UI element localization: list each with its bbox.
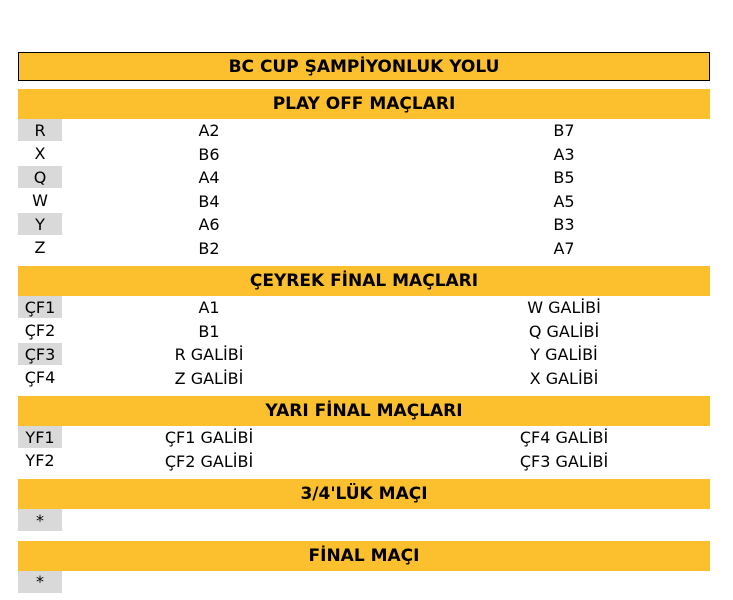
semifinal-row	[18, 450, 710, 474]
spacer	[18, 81, 710, 89]
home-team: A4	[198, 168, 220, 188]
away-team: A5	[553, 191, 575, 211]
home-team: B1	[198, 321, 220, 341]
playoff-row	[18, 143, 710, 167]
sheet-title: BC CUP ŞAMPİYONLUK YOLU	[18, 52, 710, 81]
away-team: B3	[553, 215, 575, 235]
match-code: YF1	[18, 426, 62, 448]
match-code: YF2	[25, 451, 55, 470]
match-code: Q	[18, 166, 62, 188]
playoff-row	[18, 119, 710, 143]
away-team: W GALİBİ	[527, 298, 601, 318]
match-code: Z	[34, 238, 46, 257]
home-team: B4	[198, 191, 220, 211]
final-header: FİNAL MAÇI	[18, 541, 710, 571]
away-team: ÇF4 GALİBİ	[519, 428, 609, 448]
away-team: Q GALİBİ	[528, 321, 600, 341]
away-team: B7	[553, 121, 575, 141]
playoff-row	[18, 237, 710, 261]
quarterfinal-row	[18, 320, 710, 344]
match-code: ÇF3	[18, 343, 62, 365]
third-place-row	[18, 509, 710, 533]
quarterfinal-header: ÇEYREK FİNAL MAÇLARI	[18, 266, 710, 296]
playoff-row	[18, 166, 710, 190]
away-team: B5	[553, 168, 575, 188]
home-team: R GALİBİ	[174, 345, 244, 365]
semifinal-header: YARI FİNAL MAÇLARI	[18, 396, 710, 426]
third-place-header: 3/4'LÜK MAÇI	[18, 479, 710, 509]
quarterfinal-row	[18, 343, 710, 367]
match-code: X	[34, 144, 46, 163]
match-code: ÇF1	[18, 296, 62, 318]
away-team: ÇF3 GALİBİ	[519, 451, 609, 471]
home-team: B2	[198, 238, 220, 258]
match-code: *	[18, 571, 62, 593]
quarterfinal-row	[18, 296, 710, 320]
home-team: B6	[198, 144, 220, 164]
spacer	[18, 533, 710, 541]
home-team: A1	[198, 298, 220, 318]
playoff-row	[18, 213, 710, 237]
away-team: X GALİBİ	[529, 368, 599, 388]
match-code: ÇF2	[24, 321, 56, 340]
match-code: R	[18, 119, 62, 141]
away-team: A7	[553, 238, 575, 258]
home-team: ÇF2 GALİBİ	[164, 451, 254, 471]
match-code: W	[32, 191, 48, 210]
match-code: Y	[18, 213, 62, 235]
home-team: ÇF1 GALİBİ	[164, 428, 254, 448]
playoff-row	[18, 190, 710, 214]
bracket-sheet	[18, 52, 710, 594]
match-code: ÇF4	[24, 368, 56, 387]
away-team: A3	[553, 144, 575, 164]
home-team: A2	[198, 121, 220, 141]
home-team: Z GALİBİ	[174, 368, 244, 388]
final-row	[18, 571, 710, 595]
match-code: *	[18, 509, 62, 531]
home-team: A6	[198, 215, 220, 235]
away-team: Y GALİBİ	[530, 345, 598, 365]
quarterfinal-row	[18, 367, 710, 391]
semifinal-row	[18, 426, 710, 450]
playoff-header: PLAY OFF MAÇLARI	[18, 89, 710, 119]
